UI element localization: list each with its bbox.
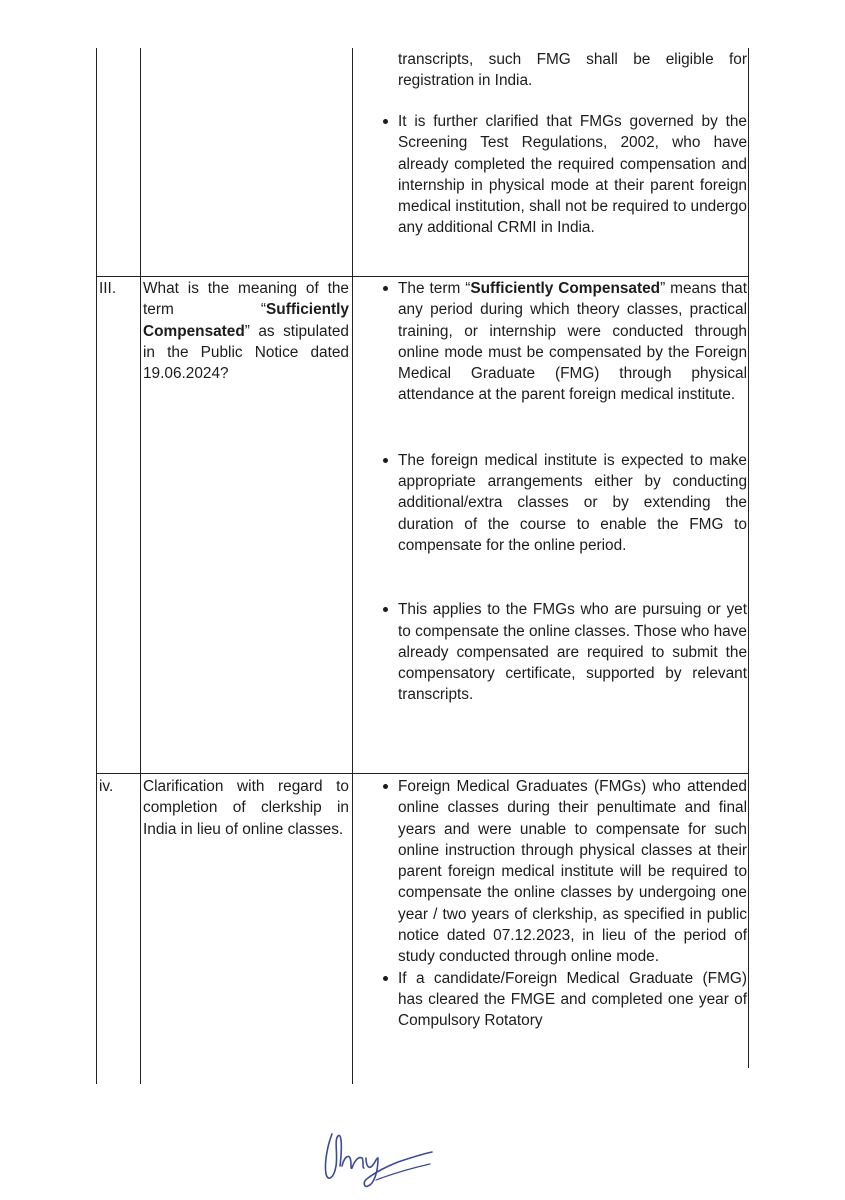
continuation-paragraph: transcripts, such FMG shall be eligible for registration in India. [398, 51, 747, 90]
row-number: III. [99, 280, 117, 297]
row-number: iv. [99, 778, 114, 795]
bullet-text: The term “Sufficiently Compensated” means that any period during which theory classes, practical training, or internship were conducted through online mode must be compensated by the Foreign Medical Graduate (FMG) through physical attendance at the parent foreign medical institute. [398, 280, 747, 404]
bullet-icon [383, 784, 388, 789]
question-text: What is the meaning of the term “Sufficiently Compensated” as stipulated in the Public Notice dated 19.06.2024? [143, 280, 349, 383]
term-bold: Sufficiently Compensated [143, 301, 349, 340]
list-item [398, 776, 747, 968]
table-border-left [96, 48, 97, 1084]
table-divider-number [140, 48, 141, 1084]
bullet-icon [383, 119, 388, 124]
signature-image [312, 1122, 442, 1192]
table-divider-question [352, 48, 353, 1084]
question-text: Clarification with regard to completion of clerkship in India in lieu of online classes. [143, 778, 349, 838]
row-divider-2 [96, 773, 749, 774]
row-divider-1 [96, 276, 749, 277]
list-item [398, 599, 747, 705]
list-item [398, 111, 747, 239]
bullet-text: If a candidate/Foreign Medical Graduate (FMG) has cleared the FMGE and completed one year of Compulsory Rotatory [398, 969, 747, 1030]
bullet-icon [383, 458, 388, 463]
bullet-icon [383, 976, 388, 981]
answer-bullet-list [398, 776, 747, 1032]
list-item [398, 278, 747, 406]
list-item [398, 450, 747, 556]
bullet-text: This applies to the FMGs who are pursuing or yet to compensate the online classes. Those who have already compensated are required to submit the compensatory certificate, supported by relevant transcripts. [398, 601, 747, 704]
term-bold: Sufficiently Compensated [470, 280, 661, 297]
bullet-icon [383, 607, 388, 612]
table-border-right [748, 48, 749, 1068]
continuation-bullet-list [398, 111, 747, 239]
bullet-text: The foreign medical institute is expected to make appropriate arrangements either by conducting additional/extra classes or by extending the duration of the course to enable the FMG to compensate for the online period. [398, 451, 747, 554]
bullet-text: Foreign Medical Graduates (FMGs) who attended online classes during their penultimate and final years and were unable to compensate for such online instruction through physical classes at their parent foreign medical institute will be required to compensate the online classes by undergoing one year / two years of clerkship, as specified in public notice dated 07.12.2023, in lieu of the period of study conducted through online mode. [398, 778, 747, 966]
answer-bullet-list [398, 278, 747, 706]
bullet-text: It is further clarified that FMGs governed by the Screening Test Regulations, 2002, who have already completed the required compensation and internship in physical mode at their parent foreign medical institution, shall not be required to undergo any additional CRMI in India. [398, 113, 747, 237]
list-item [398, 968, 747, 1032]
bullet-icon [383, 286, 388, 291]
